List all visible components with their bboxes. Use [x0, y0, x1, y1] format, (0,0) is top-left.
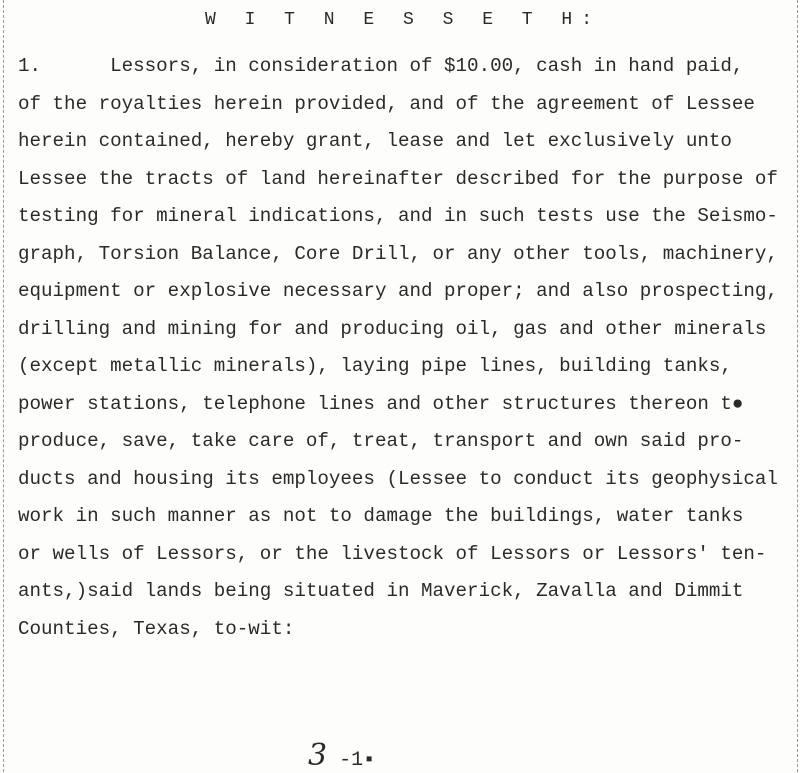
text-line: drilling and mining for and producing oil, gas and other minerals	[18, 317, 767, 340]
text-line: or wells of Lessors, or the livestock of Lessors or Lessors' ten-	[18, 542, 767, 565]
text-line: 1. Lessors, in consideration of $10.00, cash in hand paid,	[18, 55, 744, 77]
text-line: power stations, telephone lines and other structures thereon t●	[18, 392, 744, 415]
text-line: ducts and housing its employees (Lessee to conduct its geophysical	[18, 467, 778, 490]
text-line: produce, save, take care of, treat, transport and own said pro-	[18, 430, 744, 452]
text-line: ants,)said lands being situated in Maverick, Zavalla and Dimmit	[18, 580, 744, 602]
text-line: (except metallic minerals), laying pipe lines, building tanks,	[18, 355, 732, 377]
page-number	[308, 738, 375, 773]
right-margin-edge	[797, 0, 798, 772]
text-line: Counties, Texas, to-wit:	[18, 617, 295, 640]
text-line: graph, Torsion Balance, Core Drill, or any other tools, machinery,	[18, 242, 778, 265]
handwritten-number: 3	[308, 738, 328, 773]
left-margin-edge	[3, 0, 4, 772]
text-line: herein contained, hereby grant, lease and let exclusively unto	[18, 130, 732, 152]
text-line: equipment or explosive necessary and proper; and also prospecting,	[18, 280, 778, 302]
document-heading: W I T N E S S E T H:	[204, 10, 602, 30]
typed-page-number: -1▪	[339, 749, 376, 772]
text-line: testing for mineral indications, and in such tests use the Seismo-	[18, 205, 778, 227]
text-line: work in such manner as not to damage the buildings, water tanks	[18, 505, 744, 527]
text-line: Lessee the tracts of land hereinafter described for the purpose of	[18, 167, 778, 190]
text-line: of the royalties herein provided, and of the agreement of Lessee	[18, 92, 755, 115]
